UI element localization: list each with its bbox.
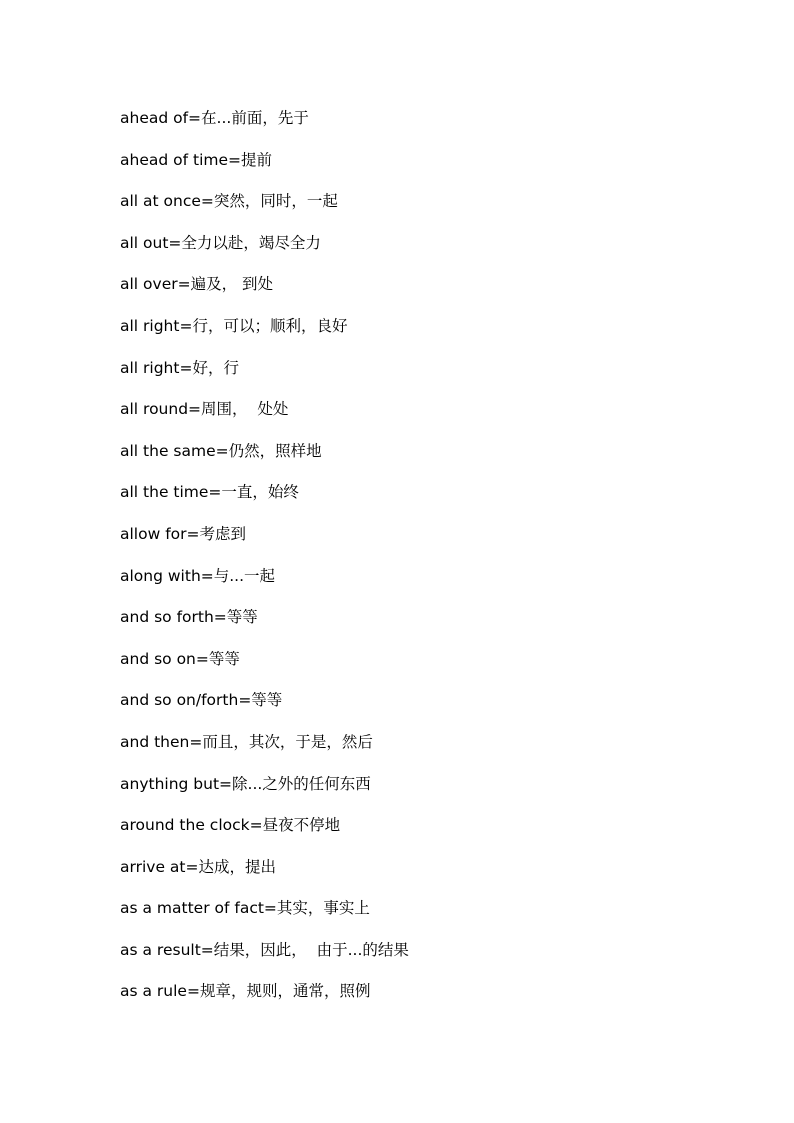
phrase-entry: ahead of=在...前面，先于 [120, 109, 309, 127]
phrase-entry: as a matter of fact=其实，事实上 [120, 899, 370, 918]
phrase-entry: and so forth=等等 [120, 608, 258, 627]
phrase-entry: all right=好，行 [120, 358, 239, 377]
phrase-entry: anything but=除...之外的任何东西 [120, 774, 371, 793]
phrase-entry: all the time=一直，始终 [120, 483, 299, 502]
phrase-entry: arrive at=达成，提出 [120, 857, 276, 876]
phrase-entry: as a result=结果，因此， 由于...的结果 [120, 940, 409, 959]
phrase-entry: all out=全力以赴，竭尽全力 [120, 233, 321, 252]
phrase-entry: all right=行，可以；顺利，良好 [120, 316, 348, 335]
phrase-entry: ahead of time=提前 [120, 150, 272, 169]
phrase-entry: all over=遍及， 到处 [120, 275, 274, 294]
phrase-entry: and so on/forth=等等 [120, 691, 283, 710]
phrase-entry: all the same=仍然，照样地 [120, 441, 322, 460]
phrase-entry: as a rule=规章，规则，通常，照例 [120, 982, 371, 1001]
phrase-entry: all round=周围， 处处 [120, 400, 289, 419]
phrase-entry: and then=而且，其次，于是，然后 [120, 732, 373, 751]
phrase-entry: all at once=突然，同时，一起 [120, 192, 338, 211]
phrase-entry: along with=与...一起 [120, 566, 276, 585]
phrase-entry: and so on=等等 [120, 649, 240, 668]
phrase-entry: allow for=考虑到 [120, 524, 246, 543]
phrase-entry: around the clock=昼夜不停地 [120, 816, 341, 835]
phrase-list [120, 107, 409, 1022]
